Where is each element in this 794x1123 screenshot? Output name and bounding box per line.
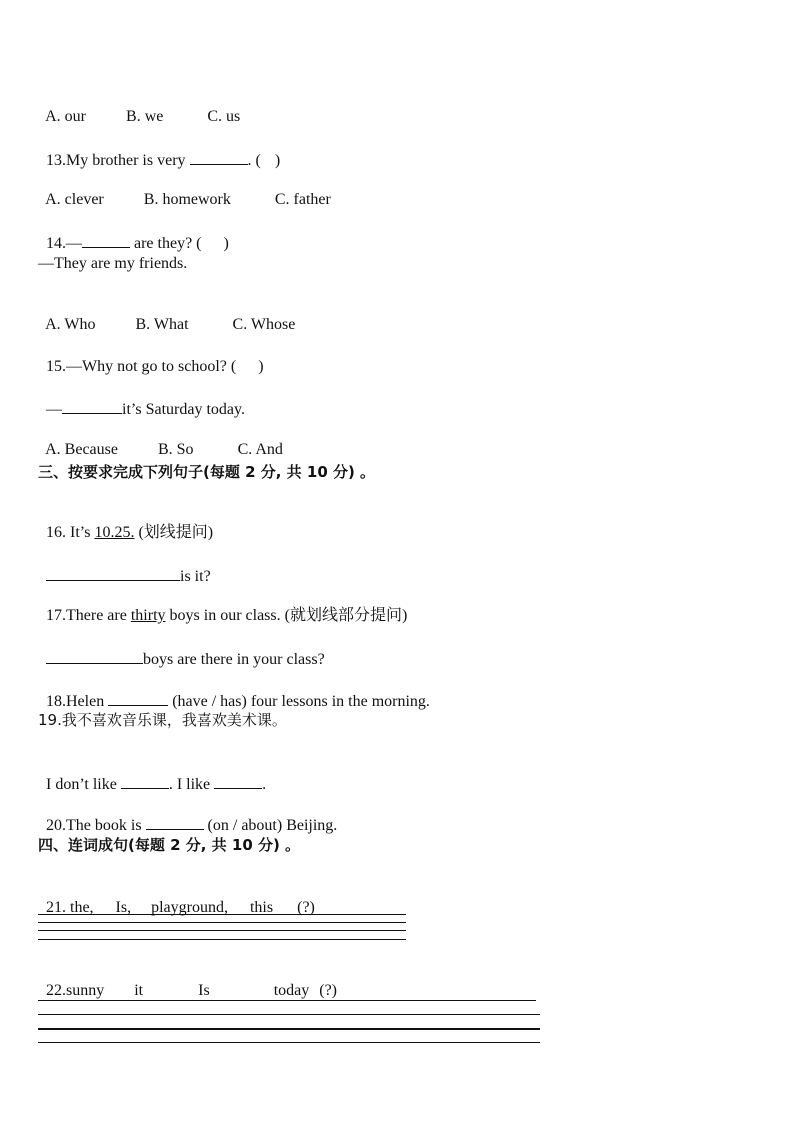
q22-words: 22.sunny it Is today (?)	[46, 982, 337, 999]
q21-words: 21. the, Is, playground, this (?)	[46, 899, 315, 916]
q13-option-b: B. homework	[143, 191, 231, 208]
q15-question: 15.—Why not go to school? ( )	[46, 358, 264, 375]
q22-writing-line-2[interactable]	[38, 1014, 540, 1015]
q21-writing-line-1[interactable]	[38, 914, 406, 915]
q20-blank[interactable]	[146, 814, 204, 830]
q14-blank[interactable]	[82, 232, 130, 248]
q18-blank[interactable]	[108, 690, 168, 706]
q19-chinese: 19.我不喜欢音乐课，我喜欢美术课。	[38, 711, 287, 729]
q12-option-b: B. we	[126, 108, 164, 125]
q14-options	[38, 295, 295, 335]
q16-question: 16. It’s 10.25. (划线提问)	[46, 524, 214, 541]
q21-writing-line-3[interactable]	[38, 930, 406, 931]
q15-options	[38, 420, 283, 460]
q14-option-b: B. What	[135, 316, 189, 333]
q22-writing-line-4[interactable]	[38, 1042, 540, 1043]
q14-option-a: A. Who	[45, 316, 96, 333]
q19-question: I don’t like . I like .	[38, 753, 266, 795]
q15-answer: — it’s Saturday today.	[38, 378, 245, 420]
q13-question: 13.My brother is very . ( )	[38, 129, 280, 171]
q15-blank[interactable]	[62, 398, 122, 414]
section-3-heading: 三、按要求完成下列句子(每题 2 分, 共 10 分) 。	[38, 463, 376, 481]
q18-question: 18.Helen (have / has) four lessons in the morning.	[38, 670, 430, 712]
q15-option-b: B. So	[157, 441, 194, 458]
q13-option-a: A. clever	[45, 191, 104, 208]
q15-option-a: A. Because	[45, 441, 118, 458]
q20-question: 20.The book is (on / about) Beijing.	[38, 794, 337, 836]
q15-option-c: C. And	[237, 441, 283, 458]
q17-underlined: thirty	[130, 607, 166, 624]
q14-option-c: C. Whose	[232, 316, 296, 333]
q16-answer-line: is it?	[38, 545, 211, 587]
q16-underlined: 10.25.	[94, 524, 135, 541]
q14-question: 14.— are they? ( )	[38, 212, 229, 254]
q19-blank-2[interactable]	[214, 773, 262, 789]
q17-answer-line: boys are there in your class?	[38, 628, 325, 670]
q17-blank[interactable]	[46, 648, 143, 664]
q12-option-a: A. our	[45, 108, 87, 125]
q21-writing-line-4[interactable]	[38, 939, 406, 940]
q22-writing-line-3[interactable]	[38, 1028, 540, 1030]
q17-question: 17.There are thirty boys in our class. (就划线部分提问)	[46, 607, 408, 624]
q21-writing-line-2[interactable]	[38, 922, 406, 923]
q12-option-c: C. us	[207, 108, 241, 125]
q14-answer: —They are my friends.	[38, 255, 188, 272]
q16-blank[interactable]	[46, 565, 180, 581]
q19-blank-1[interactable]	[121, 773, 169, 789]
q12-options	[38, 87, 240, 127]
section-4-heading: 四、连词成句(每题 2 分, 共 10 分) 。	[38, 836, 301, 854]
q13-options	[38, 170, 331, 210]
q22-writing-line-1[interactable]	[38, 1000, 536, 1001]
q13-blank[interactable]	[190, 149, 248, 165]
q13-option-c: C. father	[274, 191, 331, 208]
